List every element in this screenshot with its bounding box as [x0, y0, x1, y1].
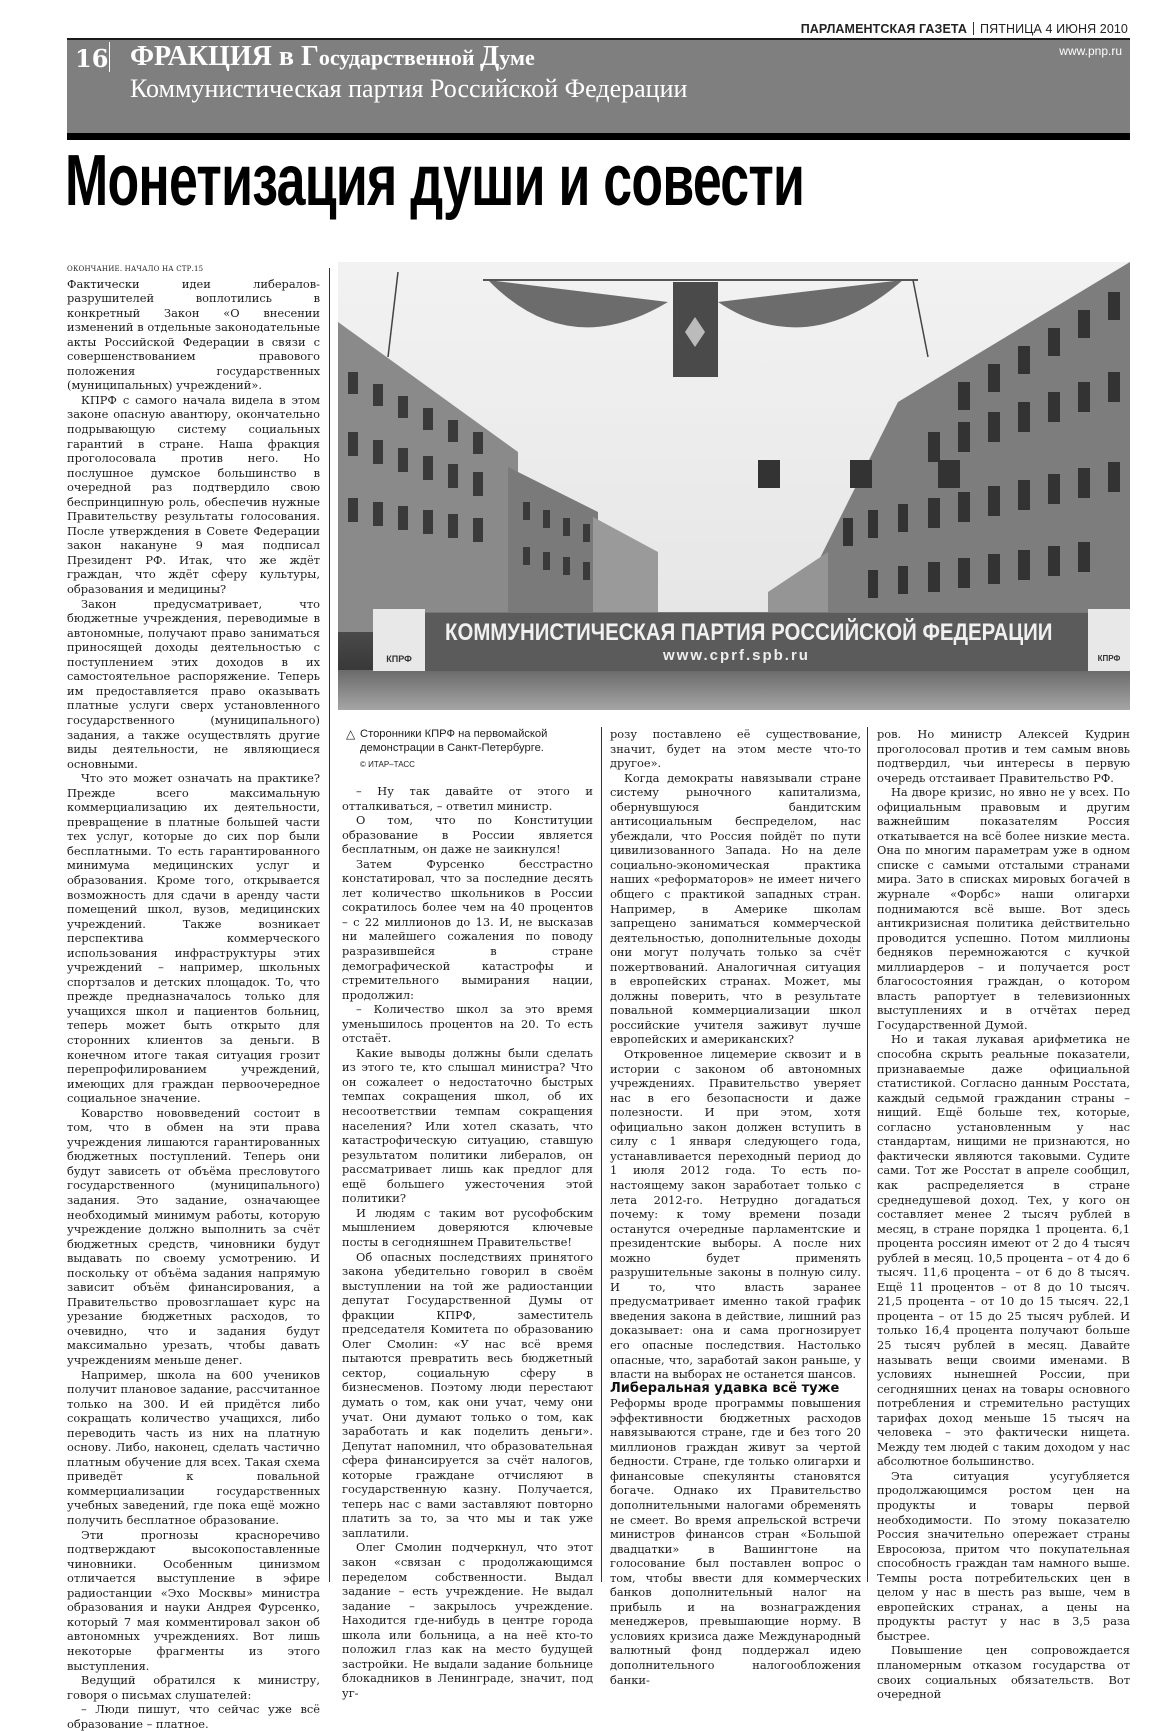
article-column-1: [67, 262, 320, 1731]
issue-date: ПЯТНИЦА 4 ИЮНЯ 2010: [980, 22, 1128, 36]
article-headline: Монетизация души и совести: [65, 141, 805, 221]
newspaper-name: ПАРЛАМЕНТСКАЯ ГАЗЕТА: [800, 22, 967, 36]
header-bottom-rule: [67, 133, 1130, 140]
paragraph: Реформы вроде программы повышения эффективности бюджетных расходов навязываются стране, где и без того 20 миллионов граждан живут за чертой бедности. Стране, где только олигархи и финансовые спекулянты становятся богаче. Однако их Правительство дополнительными налогами обременять не смеет. Во время апрельской встречи министров финансов стран «Большой двадцатки» в Вашингтоне на голосование был поставлен вопрос о том, чтобы ввести для коммерческих банков дополнительный налог на прибыль и на вознаграждения менеджеров, превышающие норму. В условиях кризиса даже Международный валютный фонд поддержал идею дополнительного налогообложения банки-: [610, 1396, 861, 1687]
section-title-part: Д: [480, 41, 500, 72]
caption-text: Сторонники КПРФ на первомайской демонстрации в Санкт-Петербурге.: [360, 728, 548, 754]
kprf-logo-right: [1088, 609, 1130, 671]
banner-text: КОММУНИСТИЧЕСКАЯ ПАРТИЯ РОССИЙСКОЙ ФЕДЕРАЦИИ: [445, 619, 1053, 646]
section-subtitle: Коммунистическая партия Российской Федерации: [130, 74, 688, 103]
paragraph: На дворе кризис, но явно не у всех. По официальным правовым и другим важнейшим показателям Россия откатывается на всё более низкие места. Она по многим параметрам уже в одном списке с самыми отсталыми странами мира. Зато в списках мировых богачей в журнале «Форбс» наши олигархи поднимаются всё выше. Вот здесь антикризисная политика действительно проводится успешно. Потом миллионы бедняков перемножаются с кучкой миллиардеров – и получается рост благосостояния граждан, о котором власть рапортует в телевизионных выступлениях и в отчётах перед Государственной Думой.: [877, 785, 1130, 1032]
paragraph: КПРФ с самого начала видела в этом законе опасную авантюру, окончательно подрывающую систему социальных гарантий в стране. Наша фракция проголосовала против него. Но послушное думское большинство в очередной раз подтвердило свою беспринципную роль, обеспечив нужные Правительству результаты голосования. После утверждения в Совете Федерации закон накануне 9 мая подписал Президент РФ. Итак, что же ждёт граждан, что ждёт сферу культуры, образования и медицины?: [67, 392, 320, 597]
paragraph: Например, школа на 600 учеников получит плановое задание, рассчитанное только на 300. И ей придётся либо сокращать количество учащихся, либо переводить часть из них на платную основу. Либо, наконец, сделать частично платным обучение для всех. Такая схема приведёт к повальной коммерциализации государственных учебных заведений, где пока ещё можно получить бесплатное образование.: [67, 1367, 320, 1528]
paragraph: Ведущий обратился к министру, говоря о письмах слушателей:: [67, 1673, 320, 1702]
paragraph: Когда демократы навязывали стране систему рыночного капитализма, обернувшуюся бандитским антисоциальным беспределом, нас убеждали, что Россия пойдёт по пути цивилизованного Запада. Но на деле социально-экономическая практика наших «реформаторов» не имеет ничего общего с практикой западных стран. Например, в Америке школам запрещено заниматься коммерческой деятельностью, дополнительные доходы они могут получать только за счёт пожертвований. Аналогичная ситуация в европейских странах. Может, мы должны поверить, что в результате повальной коммерциализации школ российские учителя заживут лучше европейских и американских?: [610, 770, 861, 1047]
banner-url: www.cprf.spb.ru: [663, 647, 810, 664]
paragraph: Коварство нововведений состоит в том, что в обмен на эти права учреждения лишаются гарантированных бюджетных поступлений. Теперь они будут зависеть от объёма пресловутого государственного (муниципального) задания. Это задание, означающее необходимый минимум работы, которую учреждение должно выполнить за счёт бюджетных средств, чиновники будут выдавать по своему усмотрению. И поскольку от объёма задания напрямую зависит объём финансирования, а Правительство провозглашает курс на урезание бюджетных расходов, то очевидно, что и задания будут максимально урезать, чтобы давать учреждениям меньше денег.: [67, 1105, 320, 1368]
street-road: [338, 670, 1130, 710]
paragraph: Эти прогнозы красноречиво подтверждают высокопоставленные чиновники. Особенным цинизмом отличается выступление в эфире радиостанции «Эхо Москвы» министра образования и науки Андрея Фурсенко, который 7 мая комментировал закон об автономных учреждениях. Вот лишь некоторые фрагменты из этого выступления.: [67, 1527, 320, 1673]
section-title-part: осударственной: [318, 45, 481, 70]
article-column-4: [877, 727, 1130, 1702]
logo-text: КПРФ: [1097, 654, 1121, 663]
paragraph: Но и такая лукавая арифметика не способна скрыть реальные показатели, признаваемые даже официальной статистикой. Согласно данным Росстата, каждый седьмой гражданин страны – нищий. Ещё больше тех, которые, согласно установленным у нас стандартам, нищими не признаются, но фактически являются таковыми. Судите сами. Тот же Росстат в апреле сообщил, как распределяется в стране среднедушевой доход. Тех, у кого он составляет менее 2 тысяч рублей в месяц, в стране порядка 1 процента. 6,1 процента россиян имеют от 2 до 4 тысяч рублей в месяц. 10,5 процента – от 4 до 6 тысяч. 11,6 процента – от 6 до 8 тысяч. Ещё 11 процентов – от 8 до 10 тысяч. 21,5 процента – от 10 до 15 тысяч. 22,1 процента – от 15 до 25 тысяч рублей. И только 16,4 процента получают больше 25 тысяч рублей в месяц. Давайте называть вещи своими именами. В условиях нынешней России, при сегодняшних ценах на товары основного потребления и стремительно растущих тарифах доход меньше 15 тысяч на человека – это фактически нищета. Между тем людей с таким доходом у нас абсолютное большинство.: [877, 1032, 1130, 1469]
page-number: 16: [75, 44, 109, 73]
kprf-logo-left: [373, 609, 425, 671]
paragraph: И людям с таким вот русофобским мышлением доверяются ключевые посты в сегодняшнем Правительстве!: [342, 1205, 593, 1249]
paragraph: розу поставлено её существование, значит, будет на этом месте что-то другое».: [610, 727, 861, 771]
page-number-divider: [109, 42, 110, 72]
article-column-2: [342, 784, 593, 1700]
paragraph: Олег Смолин подчеркнул, что этот закон «связан с продолжающимся переделом собственности. Выдал задание – есть учреждение. Не выдал задание – закрылось учреждение. Находится где-нибудь в центре города школа или больница, а на неё кто-то положил глаз как на место будущей застройки. Не выдали задание больнице блокадников в Ленинграде, значит, под уг-: [342, 1540, 593, 1700]
column-divider: [601, 727, 602, 1582]
paragraph: – Ну так давайте от этого и отталкиваться, – ответил министр.: [342, 784, 593, 813]
party-banner: [373, 612, 1130, 671]
masthead-divider: [973, 22, 974, 35]
photo-caption: [346, 727, 590, 772]
paragraph: Закон предусматривает, что бюджетные учреждения, переводимые в автономные, получают право заниматься приносящей доходы деятельностью с поступлением этих доходов в их самостоятельное распоряжение. Теперь им предоставляется право оказывать платные услуги сверх установленного государственного (муниципального) задания, а также осуществлять другие виды деятельности, не являющиеся основными.: [67, 596, 320, 771]
section-title: [130, 41, 535, 73]
masthead: [801, 22, 1128, 36]
paragraph: ров. Но министр Алексей Кудрин проголосовал против и тем самым вновь подтвердил, чьи интересы в первую очередь отстаивает Правительство РФ.: [877, 727, 1130, 785]
article-photo: [338, 262, 1130, 710]
section-title-part: уме: [499, 45, 535, 70]
triangle-up-icon: △: [346, 727, 356, 741]
paragraph: – Количество школ за это время уменьшилось процентов на 20. То есть отстаёт.: [342, 1002, 593, 1046]
paragraph: Затем Фурсенко бесстрастно констатировал, что за последние десять лет количество школьников в России сократилось более чем на 40 процентов – с 22 миллионов до 13. И, не высказав ни малейшего сожаления по поводу разразившейся в стране демографической катастрофы и стремительного вымирания нации, продолжил:: [342, 856, 593, 1002]
paragraph: Об опасных последствиях принятого закона убедительно говорил в своём выступлении на той же радиостанции депутат Государственной Думы от фракции КПРФ, заместитель председателя Комитета по образованию Олег Смолин: «У нас всё время пытаются превратить весь бюджетный сектор, социальную сферу в бизнесменов. Поэтому люди перестают думать о том, как они учат, чему они учат. Они думают только о том, как заработать и как поделить деньги». Депутат напомнил, что образовательная сфера финансируется за счёт налогов, которые граждане отчисляют в государственную казну. Получается, теперь нас с вами заставляют повторно платить за то, за что мы и так уже заплатили.: [342, 1249, 593, 1540]
paragraph: Эта ситуация усугубляется продолжающимся ростом цен на продукты и товары первой необходимости. По этому показателю Россия значительно опережает страны Евросоюза, притом что покупательная способность граждан там намного выше. Темпы роста потребительских цен в целом у нас в шесть раз выше, чем в европейских странах, а цены на продукты растут у нас в 3,5 раза быстрее.: [877, 1468, 1130, 1643]
column-divider: [329, 268, 330, 1582]
article-column-3: [610, 727, 861, 1687]
logo-text: КПРФ: [386, 654, 412, 664]
article-subheading: Либеральная удавка всё туже: [610, 1380, 840, 1396]
paragraph: Откровенное лицемерие сквозит и в истории с законом об автономных учреждениях. Правительство уверяет нас в его безопасности и даже полезности. И при этом, хотя официально закон должен вступить в силу с 1 января следующего года, устанавливается переходный период до 1 июля 2012 года. То есть по-настоящему закон заработает только с лета 2012-го. Нетрудно догадаться почему: к тому времени позади останутся очередные парламентские и президентские выборы. А после них можно будет применять разрушительные законы в полную силу. И то, что власть заранее предусматривает именно такой график введения закона в действие, лишний раз доказывает: она и сама прогнозирует его опасные последствия. Настолько опасные, что, заработай закон раньше, у власти на выборах не останется шансов.: [610, 1047, 861, 1382]
column-divider: [867, 727, 868, 1582]
section-title-part: ФРАКЦИЯ в Г: [130, 41, 319, 72]
paragraph: Фактически идеи либералов-разрушителей воплотились в конкретный Закон «О внесении изменений в отдельные законодательные акты Российской Федерации в связи с совершенствованием правового положения государственных (муниципальных) учреждений».: [67, 276, 320, 393]
paragraph: Что это может означать на практике? Прежде всего максимальную коммерциализацию их деятельности, превращение в платные большей части тех услуг, которые до сих пор были бесплатными. То есть гарантированного минимума медицинских услуг и образования. Кроме того, открывается возможность для сдачи в аренду части помещений школ, вузов, медицинских учреждений. Также возникает перспектива коммерческого использования инфраструктуры этих учреждений – например, школьных спортзалов и детских площадок. То, что прежде предназначалось только для учащихся школ и пациентов больниц, теперь может быть открыто для сторонних клиентов за деньги. В конечном итоге такая ситуация грозит перепрофилированием учреждений, имеющих для граждан первоочередное социальное значение.: [67, 771, 320, 1106]
header-top-rule: [67, 38, 1130, 40]
site-url-link[interactable]: www.pnp.ru: [1059, 44, 1122, 58]
continued-note: ОКОНЧАНИЕ. НАЧАЛО НА СТР.15: [67, 265, 204, 273]
section-header: [67, 38, 1130, 133]
paragraph: Повышение цен сопровождается планомерным отказом государства от своих социальных обязательств. Вот очередной: [877, 1643, 1130, 1702]
photo-credit: © ИТАР–ТАСС: [360, 760, 415, 769]
paragraph: Какие выводы должны были сделать из этого те, кто слышал министра? Что он сожалеет о недостаточно быстрых темпах сокращения школ, об их несоответствии темпам сокращения населения? Или хотел сказать, что катастрофическую ситуацию, ставшую результатом политики либералов, он рассматривает лишь как предлог для ещё большего ужесточения этой политики?: [342, 1045, 593, 1206]
paragraph: – Люди пишут, что сейчас уже всё образование – платное.: [67, 1702, 320, 1731]
paragraph: О том, что по Конституции образование в России является бесплатным, он даже не заикнулся!: [342, 813, 593, 857]
